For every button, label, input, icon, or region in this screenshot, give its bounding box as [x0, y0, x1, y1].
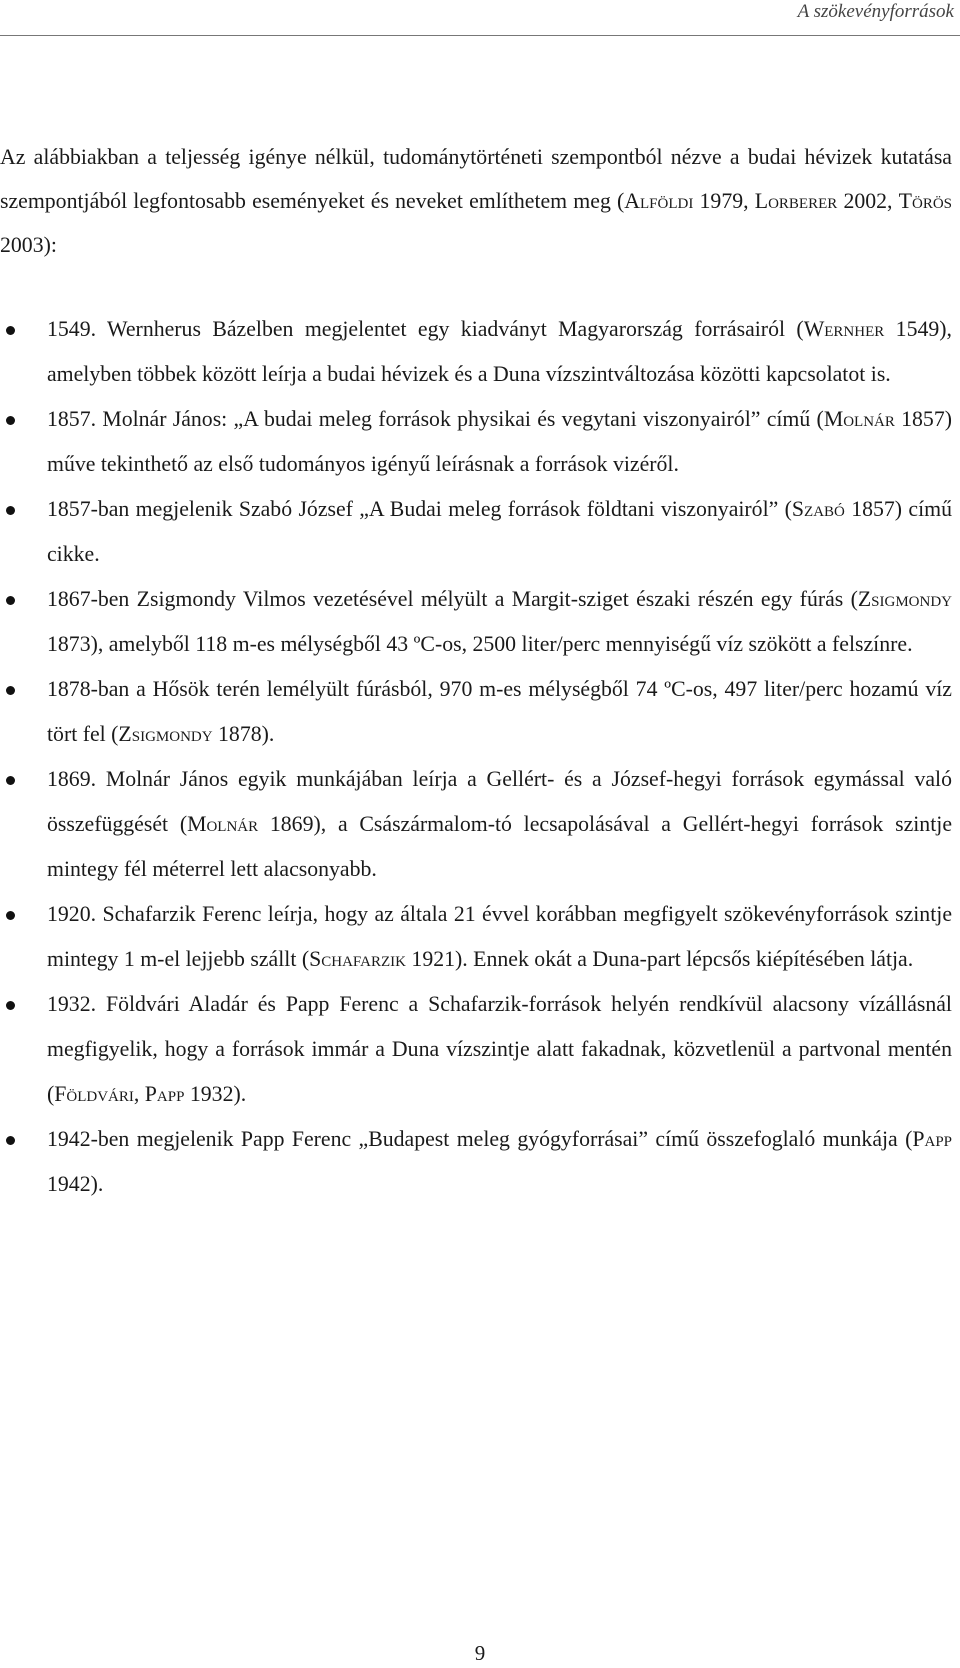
- citation-author: Szabó: [791, 497, 845, 521]
- citation-author: Molnár: [823, 407, 895, 431]
- item-text: 1942).: [47, 1172, 104, 1196]
- list-item: [0, 1117, 952, 1207]
- citation-author: Lorberer: [754, 189, 838, 213]
- list-item: [0, 487, 952, 577]
- item-text: 1932. Földvári Aladár és Papp Ferenc a Schafarzik-források helyén rendkívül alacsony vízállásnál megfigyelik, hogy a források immár a Duna vízszintje alatt fakadnak, közvetlenül a partvonal mentén (: [47, 992, 952, 1106]
- page-header: [0, 0, 960, 36]
- citation-author: Schafarzik: [309, 947, 406, 971]
- list-item: [0, 892, 952, 982]
- intro-text: Az alábbiakban a teljesség igénye nélkül, tudománytörténeti szempontból nézve a budai hévizek kutatása szempontjából legfontosabb eseményeket és neveket említhetem meg (: [0, 145, 952, 213]
- item-text: 1857) című cikke.: [47, 497, 952, 566]
- running-title: A szökevényforrások: [797, 1, 954, 22]
- citation-author: Wernher: [803, 317, 885, 341]
- item-text: 1942-ben megjelenik Papp Ferenc „Budapest meleg gyógyforrásai” című összefoglaló munkája (: [47, 1127, 913, 1151]
- bullet-icon: [6, 1001, 15, 1010]
- bullet-icon: [6, 911, 15, 920]
- list-item: [0, 577, 952, 667]
- citation-year: 2003):: [0, 233, 57, 257]
- bullet-icon: [6, 596, 15, 605]
- item-text: 1920. Schafarzik Ferenc leírja, hogy az általa 21 évvel korábban megfigyelt szökevényforrások szintje mintegy 1 m-el lejjebb szállt (: [47, 902, 952, 971]
- bullet-icon: [6, 776, 15, 785]
- item-text: 1932).: [184, 1082, 247, 1106]
- citation-author: Alföldi: [624, 189, 694, 213]
- header-rule: [0, 35, 960, 36]
- list-item: [0, 307, 952, 397]
- citation-year: 1979,: [693, 189, 755, 213]
- citation-author: Zsigmondy: [118, 722, 213, 746]
- item-text: 1878).: [212, 722, 275, 746]
- citation-author: Zsigmondy: [857, 587, 952, 611]
- history-list: [0, 307, 952, 1207]
- item-text: 1857-ban megjelenik Szabó József „A Budai meleg források földtani viszonyairól” (: [47, 497, 792, 521]
- citation-year: 2002,: [837, 189, 899, 213]
- bullet-icon: [6, 1136, 15, 1145]
- citation-author: Papp: [144, 1082, 185, 1106]
- citation-author: Papp: [912, 1127, 952, 1151]
- item-text: 1878-ban a Hősök terén lemélyült fúrásból, 970 m-es mélységből 74 ºC-os, 497 liter/perc hozamú víz tört fel (: [47, 677, 952, 746]
- list-item: [0, 982, 952, 1117]
- page-number: 9: [474, 1641, 486, 1665]
- citation-author: Molnár: [187, 812, 259, 836]
- citation-author: Földvári: [54, 1082, 134, 1106]
- bullet-icon: [6, 416, 15, 425]
- list-item: [0, 397, 952, 487]
- list-item: [0, 667, 952, 757]
- item-text: 1873), amelyből 118 m-es mélységből 43 ºC-os, 2500 liter/perc mennyiségű víz szökött a felszínre.: [47, 632, 913, 656]
- item-text: 1549. Wernherus Bázelben megjelentet egy kiadványt Magyarország forrásairól (: [47, 317, 804, 341]
- item-text: 1867-ben Zsigmondy Vilmos vezetésével mélyült a Margit-sziget északi részén egy fúrás (: [47, 587, 858, 611]
- item-text: 1869), a Császármalom-tó lecsapolásával a Gellért-hegyi források szintje mintegy fél méterrel lett alacsonyabb.: [47, 812, 952, 881]
- item-text: 1869. Molnár János egyik munkájában leírja a Gellért- és a József-hegyi források egymással való összefüggését (: [47, 767, 952, 836]
- item-text: 1857. Molnár János: „A budai meleg források physikai és vegytani viszonyairól” című (: [47, 407, 824, 431]
- bullet-icon: [6, 326, 15, 335]
- item-text: ,: [133, 1082, 145, 1106]
- item-text: 1921). Ennek okát a Duna-part lépcsős kiépítésében látja.: [405, 947, 914, 971]
- intro-paragraph: [0, 135, 952, 267]
- bullet-icon: [6, 686, 15, 695]
- citation-author: Törös: [898, 189, 952, 213]
- item-text: 1549), amelyben többek között leírja a budai hévizek és a Duna vízszintváltozása közötti kapcsolatot is.: [47, 317, 952, 386]
- list-item: [0, 757, 952, 892]
- bullet-icon: [6, 506, 15, 515]
- item-text: 1857) műve tekinthető az első tudományos igényű leírásnak a források vizéről.: [47, 407, 952, 476]
